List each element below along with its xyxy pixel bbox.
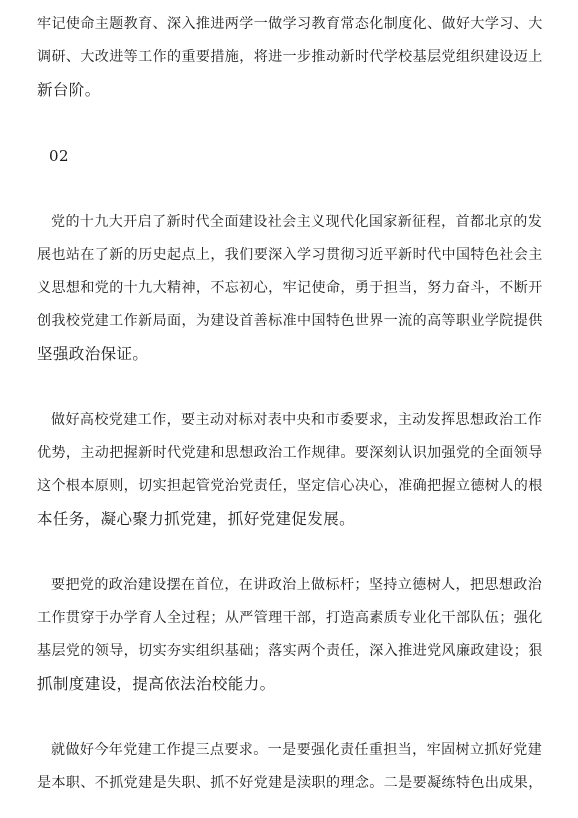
- paragraph-university-party-work: [37, 404, 542, 536]
- text-line: 这个根本原则，切实担起管党治党责任，坚定信心决心，准确把握立德树人的根: [37, 478, 543, 494]
- paragraph-gap: [37, 173, 542, 206]
- text-line: 坚强政治保证。: [37, 345, 149, 363]
- paragraph-intro: [37, 8, 542, 107]
- paragraph-gap: [37, 107, 542, 140]
- text-line: 抓制度建设，提高依法治校能力。: [37, 675, 276, 693]
- text-line: 工作贯穿于办学育人全过程；从严管理干部，打造高素质专业化干部队伍；强化: [37, 610, 543, 626]
- text-line: 要把党的政治建设摆在首位，在讲政治上做标杆；坚持立德树人，把思想政治: [51, 577, 543, 593]
- text-line: 牢记使命主题教育、深入推进两学一做学习教育常态化制度化、做好大学习、大: [37, 16, 543, 32]
- paragraph-gap: [37, 701, 542, 734]
- paragraph-party-congress: [37, 206, 542, 371]
- text-line: 基层党的领导，切实夯实组织基础；落实两个责任，深入推进党风廉政建设；狠: [37, 643, 543, 659]
- paragraph-gap: [37, 371, 542, 404]
- text-line: 做好高校党建工作，要主动对标对表中央和市委要求，主动发挥思想政治工作: [51, 412, 543, 428]
- paragraph-three-requirements: [37, 734, 542, 800]
- paragraph-gap: [37, 536, 542, 569]
- text-line: 本任务，凝心聚力抓党建，抓好党建促发展。: [37, 510, 356, 528]
- text-line: 义思想和党的十九大精神，不忘初心，牢记使命，勇于担当，努力奋斗，不断开: [37, 280, 543, 296]
- section-number: 02: [49, 147, 70, 165]
- paragraph-political-building: [37, 569, 542, 701]
- text-line: 创我校党建工作新局面，为建设首善标准中国特色世界一流的高等职业学院提供: [37, 313, 543, 329]
- text-line: 新台阶。: [37, 81, 101, 99]
- text-line: 就做好今年党建工作提三点要求。一是要强化责任重担当，牢固树立抓好党建: [51, 742, 543, 758]
- text-line: 优势，主动把握新时代党建和思想政治工作规律。要深刻认识加强党的全面领导: [37, 445, 543, 461]
- text-line: 展也站在了新的历史起点上，我们要深入学习贯彻习近平新时代中国特色社会主: [37, 247, 543, 263]
- text-line: 是本职、不抓党建是失职、抓不好党建是渎职的理念。二是要凝练特色出成果，: [37, 775, 543, 791]
- text-line: 党的十九大开启了新时代全面建设社会主义现代化国家新征程，首都北京的发: [51, 214, 543, 230]
- text-line: 调研、大改进等工作的重要措施，将进一步推动新时代学校基层党组织建设迈上: [37, 49, 543, 65]
